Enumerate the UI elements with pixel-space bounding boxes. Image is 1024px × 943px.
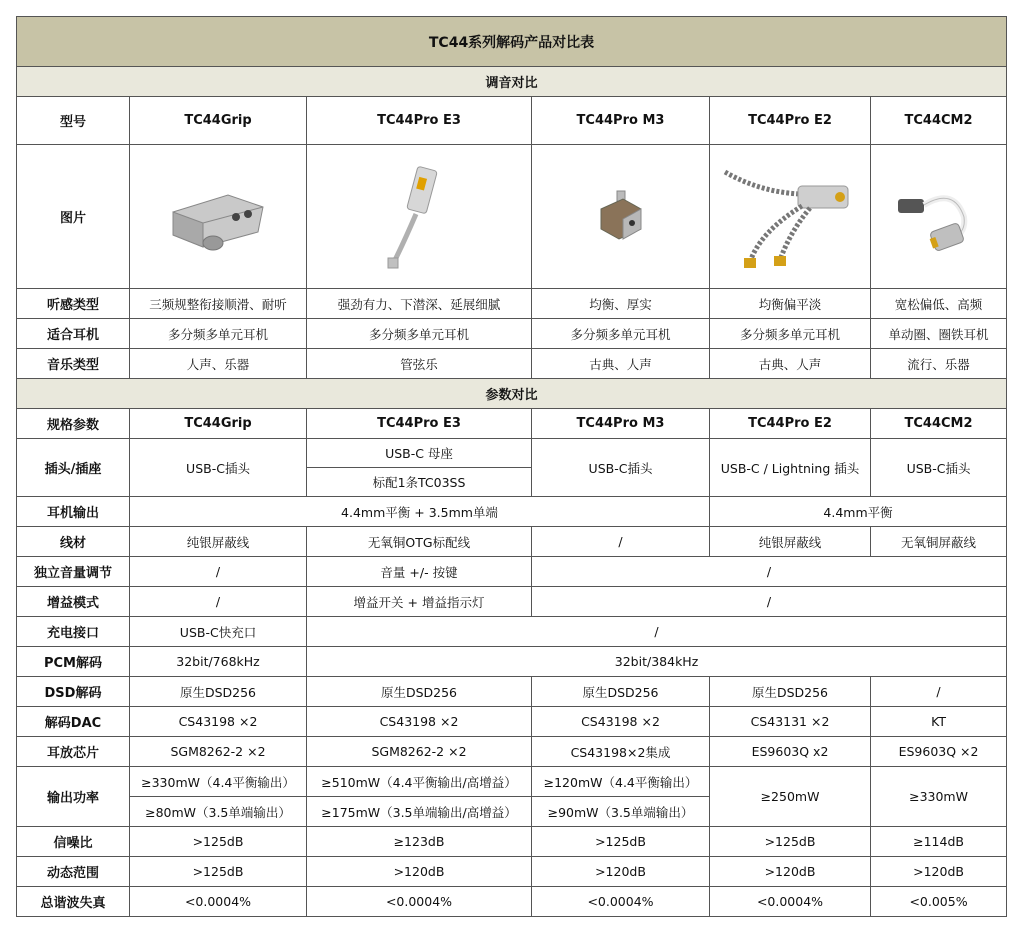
model-name: TC44Grip bbox=[130, 97, 307, 145]
table-row bbox=[17, 647, 1007, 677]
cell: ≥114dB bbox=[871, 827, 1007, 857]
cell: CS43198×2集成 bbox=[532, 737, 710, 767]
cell: 4.4mm平衡 bbox=[710, 497, 1007, 527]
table-row bbox=[17, 857, 1007, 887]
cell: / bbox=[130, 587, 307, 617]
table-row bbox=[17, 319, 1007, 349]
row-label-headphone: 适合耳机 bbox=[17, 319, 130, 349]
cell: ≥90mW（3.5单端输出） bbox=[532, 797, 710, 827]
row-label-gain: 增益模式 bbox=[17, 587, 130, 617]
cell: ≥330mW bbox=[871, 767, 1007, 827]
cell: 单动圈、圈铁耳机 bbox=[871, 319, 1007, 349]
cell: KT bbox=[871, 707, 1007, 737]
model-name: TC44Pro E2 bbox=[710, 409, 871, 439]
cell: 宽松偏低、高频 bbox=[871, 289, 1007, 319]
cell: USB-C / Lightning 插头 bbox=[710, 439, 871, 497]
cell: >120dB bbox=[532, 857, 710, 887]
row-label-sound: 听感类型 bbox=[17, 289, 130, 319]
model-name: TC44Pro M3 bbox=[532, 409, 710, 439]
cell: >125dB bbox=[130, 857, 307, 887]
row-label-music: 音乐类型 bbox=[17, 349, 130, 379]
row-label-volume: 独立音量调节 bbox=[17, 557, 130, 587]
cell: SGM8262-2 ×2 bbox=[307, 737, 532, 767]
cell: >120dB bbox=[710, 857, 871, 887]
row-label-charge: 充电接口 bbox=[17, 617, 130, 647]
cell: ≥123dB bbox=[307, 827, 532, 857]
cell: 32bit/768kHz bbox=[130, 647, 307, 677]
cell: ES9603Q x2 bbox=[710, 737, 871, 767]
cell: ≥250mW bbox=[710, 767, 871, 827]
table-row bbox=[17, 97, 1007, 145]
cell: 无氧铜屏蔽线 bbox=[871, 527, 1007, 557]
cell: <0.0004% bbox=[130, 887, 307, 917]
model-name: TC44CM2 bbox=[871, 97, 1007, 145]
table-row bbox=[17, 289, 1007, 319]
table-row bbox=[17, 409, 1007, 439]
table-row bbox=[17, 827, 1007, 857]
row-label-dsd: DSD解码 bbox=[17, 677, 130, 707]
cell: 原生DSD256 bbox=[130, 677, 307, 707]
table-row bbox=[17, 497, 1007, 527]
tc44pro-m3-picture bbox=[591, 187, 651, 247]
cell: / bbox=[532, 587, 1007, 617]
row-label-pcm: PCM解码 bbox=[17, 647, 130, 677]
row-label-output: 耳机输出 bbox=[17, 497, 130, 527]
cell: >120dB bbox=[307, 857, 532, 887]
table-row bbox=[17, 737, 1007, 767]
cell: 标配1条TC03SS bbox=[307, 468, 532, 497]
cell: <0.0004% bbox=[307, 887, 532, 917]
cell: 无氧铜OTG标配线 bbox=[307, 527, 532, 557]
cell: 4.4mm平衡 + 3.5mm单端 bbox=[130, 497, 710, 527]
table-row bbox=[17, 145, 1007, 289]
cell: 多分频多单元耳机 bbox=[307, 319, 532, 349]
tc44cm2-picture bbox=[894, 177, 984, 257]
cell: ES9603Q ×2 bbox=[871, 737, 1007, 767]
cell: 管弦乐 bbox=[307, 349, 532, 379]
model-name: TC44Pro E3 bbox=[307, 409, 532, 439]
cell: ≥175mW（3.5单端输出/高增益） bbox=[307, 797, 532, 827]
section-tuning: 调音对比 bbox=[17, 67, 1007, 97]
model-name: TC44CM2 bbox=[871, 409, 1007, 439]
cell: / bbox=[532, 527, 710, 557]
cell: 均衡、厚实 bbox=[532, 289, 710, 319]
table-row bbox=[17, 887, 1007, 917]
cell: <0.0004% bbox=[532, 887, 710, 917]
product-image-e3 bbox=[307, 145, 532, 289]
cell: 流行、乐器 bbox=[871, 349, 1007, 379]
cell: USB-C插头 bbox=[871, 439, 1007, 497]
cell: USB-C 母座 bbox=[307, 439, 532, 468]
cell: / bbox=[532, 557, 1007, 587]
table-row bbox=[17, 617, 1007, 647]
row-label-cable: 线材 bbox=[17, 527, 130, 557]
table-row bbox=[17, 527, 1007, 557]
cell: 原生DSD256 bbox=[307, 677, 532, 707]
cell: USB-C快充口 bbox=[130, 617, 307, 647]
cell: CS43131 ×2 bbox=[710, 707, 871, 737]
cell: ≥510mW（4.4平衡输出/高增益） bbox=[307, 767, 532, 797]
tc44pro-e2-picture bbox=[720, 162, 860, 272]
row-label-power: 输出功率 bbox=[17, 767, 130, 827]
row-label-snr: 信噪比 bbox=[17, 827, 130, 857]
cell: 古典、人声 bbox=[532, 349, 710, 379]
table-row bbox=[17, 707, 1007, 737]
cell: <0.0004% bbox=[710, 887, 871, 917]
cell: ≥120mW（4.4平衡输出） bbox=[532, 767, 710, 797]
table-row bbox=[17, 587, 1007, 617]
model-name: TC44Pro E3 bbox=[307, 97, 532, 145]
cell: / bbox=[871, 677, 1007, 707]
table-row bbox=[17, 439, 1007, 468]
model-name: TC44Pro E2 bbox=[710, 97, 871, 145]
cell: 多分频多单元耳机 bbox=[710, 319, 871, 349]
table-row bbox=[17, 557, 1007, 587]
row-label-model: 型号 bbox=[17, 97, 130, 145]
cell: / bbox=[130, 557, 307, 587]
model-name: TC44Pro M3 bbox=[532, 97, 710, 145]
tc44pro-e3-picture bbox=[364, 162, 474, 272]
cell: 强劲有力、下潜深、延展细腻 bbox=[307, 289, 532, 319]
cell: 纯银屏蔽线 bbox=[710, 527, 871, 557]
tc44grip-picture bbox=[158, 177, 278, 257]
cell: 多分频多单元耳机 bbox=[130, 319, 307, 349]
row-label-amp: 耳放芯片 bbox=[17, 737, 130, 767]
cell: >125dB bbox=[130, 827, 307, 857]
table-row bbox=[17, 767, 1007, 797]
model-name: TC44Grip bbox=[130, 409, 307, 439]
section-params: 参数对比 bbox=[17, 379, 1007, 409]
table-row bbox=[17, 349, 1007, 379]
cell: USB-C插头 bbox=[130, 439, 307, 497]
cell: CS43198 ×2 bbox=[307, 707, 532, 737]
cell: >125dB bbox=[532, 827, 710, 857]
row-label-dac: 解码DAC bbox=[17, 707, 130, 737]
row-label-dr: 动态范围 bbox=[17, 857, 130, 887]
comparison-table bbox=[16, 16, 1007, 917]
cell: 人声、乐器 bbox=[130, 349, 307, 379]
row-label-thd: 总谐波失真 bbox=[17, 887, 130, 917]
product-image-cm2 bbox=[871, 145, 1007, 289]
row-label-spec: 规格参数 bbox=[17, 409, 130, 439]
cell: 原生DSD256 bbox=[710, 677, 871, 707]
cell: 音量 +/- 按键 bbox=[307, 557, 532, 587]
product-image-m3 bbox=[532, 145, 710, 289]
cell: <0.005% bbox=[871, 887, 1007, 917]
cell: 原生DSD256 bbox=[532, 677, 710, 707]
cell: ≥330mW（4.4平衡输出） bbox=[130, 767, 307, 797]
cell: 增益开关 + 增益指示灯 bbox=[307, 587, 532, 617]
cell: >120dB bbox=[871, 857, 1007, 887]
product-image-grip bbox=[130, 145, 307, 289]
row-label-image: 图片 bbox=[17, 145, 130, 289]
cell: CS43198 ×2 bbox=[532, 707, 710, 737]
cell: 三频规整衔接顺滑、耐听 bbox=[130, 289, 307, 319]
cell: 古典、人声 bbox=[710, 349, 871, 379]
cell: / bbox=[307, 617, 1007, 647]
table-title: TC44系列解码产品对比表 bbox=[17, 17, 1007, 67]
cell: 纯银屏蔽线 bbox=[130, 527, 307, 557]
cell: 均衡偏平淡 bbox=[710, 289, 871, 319]
cell: >125dB bbox=[710, 827, 871, 857]
row-label-plug: 插头/插座 bbox=[17, 439, 130, 497]
cell: CS43198 ×2 bbox=[130, 707, 307, 737]
table-row bbox=[17, 677, 1007, 707]
cell: SGM8262-2 ×2 bbox=[130, 737, 307, 767]
cell: USB-C插头 bbox=[532, 439, 710, 497]
cell: 32bit/384kHz bbox=[307, 647, 1007, 677]
product-image-e2 bbox=[710, 145, 871, 289]
cell: 多分频多单元耳机 bbox=[532, 319, 710, 349]
cell: ≥80mW（3.5单端输出） bbox=[130, 797, 307, 827]
